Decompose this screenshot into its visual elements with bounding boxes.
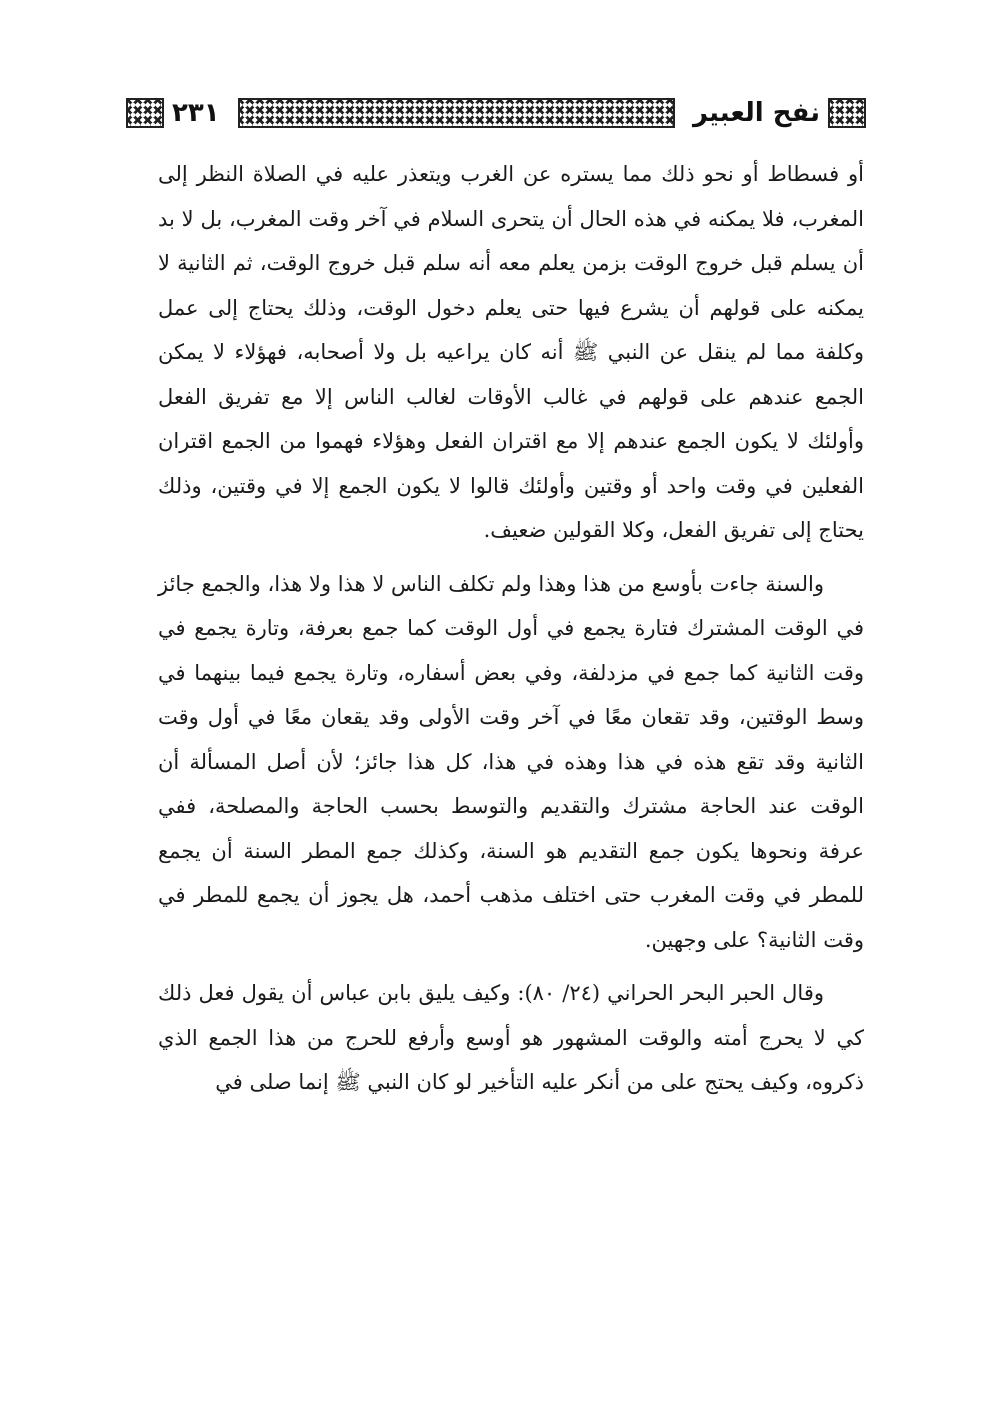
page-body — [158, 152, 864, 1114]
running-title: نفح العبير — [692, 98, 820, 128]
paragraph-2: والسنة جاءت بأوسع من هذا وهذا ولم تكلف الناس لا هذا ولا هذا، والجمع جائز في الوقت المشترك فتارة يجمع في أول الوقت كما جمع بعرفة، وتارة يجمع في وقت الثانية كما جمع في مزدلفة، وفي بعض أسفاره، وتارة يجمع فيما بينهما في وسط الوقتين، وقد تقعان معًا في آخر وقت الأولى وقد يقعان معًا في أول وقت الثانية وقد تقع هذه في هذا وهذه في هذا، كل هذا جائز؛ لأن أصل المسألة أن الوقت عند الحاجة مشترك والتقديم والتوسط بحسب الحاجة والمصلحة، ففي عرفة ونحوها يكون جمع التقديم هو السنة، وكذلك جمع المطر السنة أن يجمع للمطر في وقت المغرب حتى اختلف مذهب أحمد، هل يجوز أن يجمع للمطر في وقت الثانية؟ على وجهين. — [158, 571, 864, 952]
paragraph-3: وقال الحبر البحر الحراني (٢٤/ ٨٠): وكيف يليق بابن عباس أن يقول فعل ذلك كي لا يحرج أمته والوقت المشهور هو أوسع وأرفع للحرج من هذا الجمع الذي ذكروه، وكيف يحتج على من أنكر عليه التأخير لو كان النبي ﷺ إنما صلى في — [158, 981, 864, 1094]
paragraph-1: أو فسطاط أو نحو ذلك مما يستره عن الغرب ويتعذر عليه في الصلاة النظر إلى المغرب، فلا يمكنه في هذه الحال أن يتحرى السلام في آخر وقت المغرب، بل لا بد أن يسلم قبل خروج الوقت بزمن يعلم معه أنه سلم قبل خروج الوقت، ثم الثانية لا يمكنه على قولهم أن يشرع فيها حتى يعلم دخول الوقت، وذلك يحتاج إلى عمل وكلفة مما لم ينقل عن النبي ﷺ أنه كان يراعيه بل ولا أصحابه، فهؤلاء لا يمكن الجمع عندهم على قولهم في غالب الأوقات لغالب الناس إلا مع تفريق الفعل وأولئك لا يكون الجمع عندهم إلا مع اقتران الفعل وهؤلاء فهموا من الجمع اقتران الفعلين في وقت واحد أو وقتين وأولئك قالوا لا يكون الجمع إلا في وقتين، وذلك يحتاج إلى تفريق الفعل، وكلا القولين ضعيف. — [158, 162, 864, 542]
header-ornament-band — [238, 98, 675, 128]
header-ornament-right — [828, 98, 866, 128]
header-ornament-left — [126, 98, 164, 128]
page-header — [126, 92, 866, 134]
page-number: ٢٣١ — [172, 98, 220, 128]
